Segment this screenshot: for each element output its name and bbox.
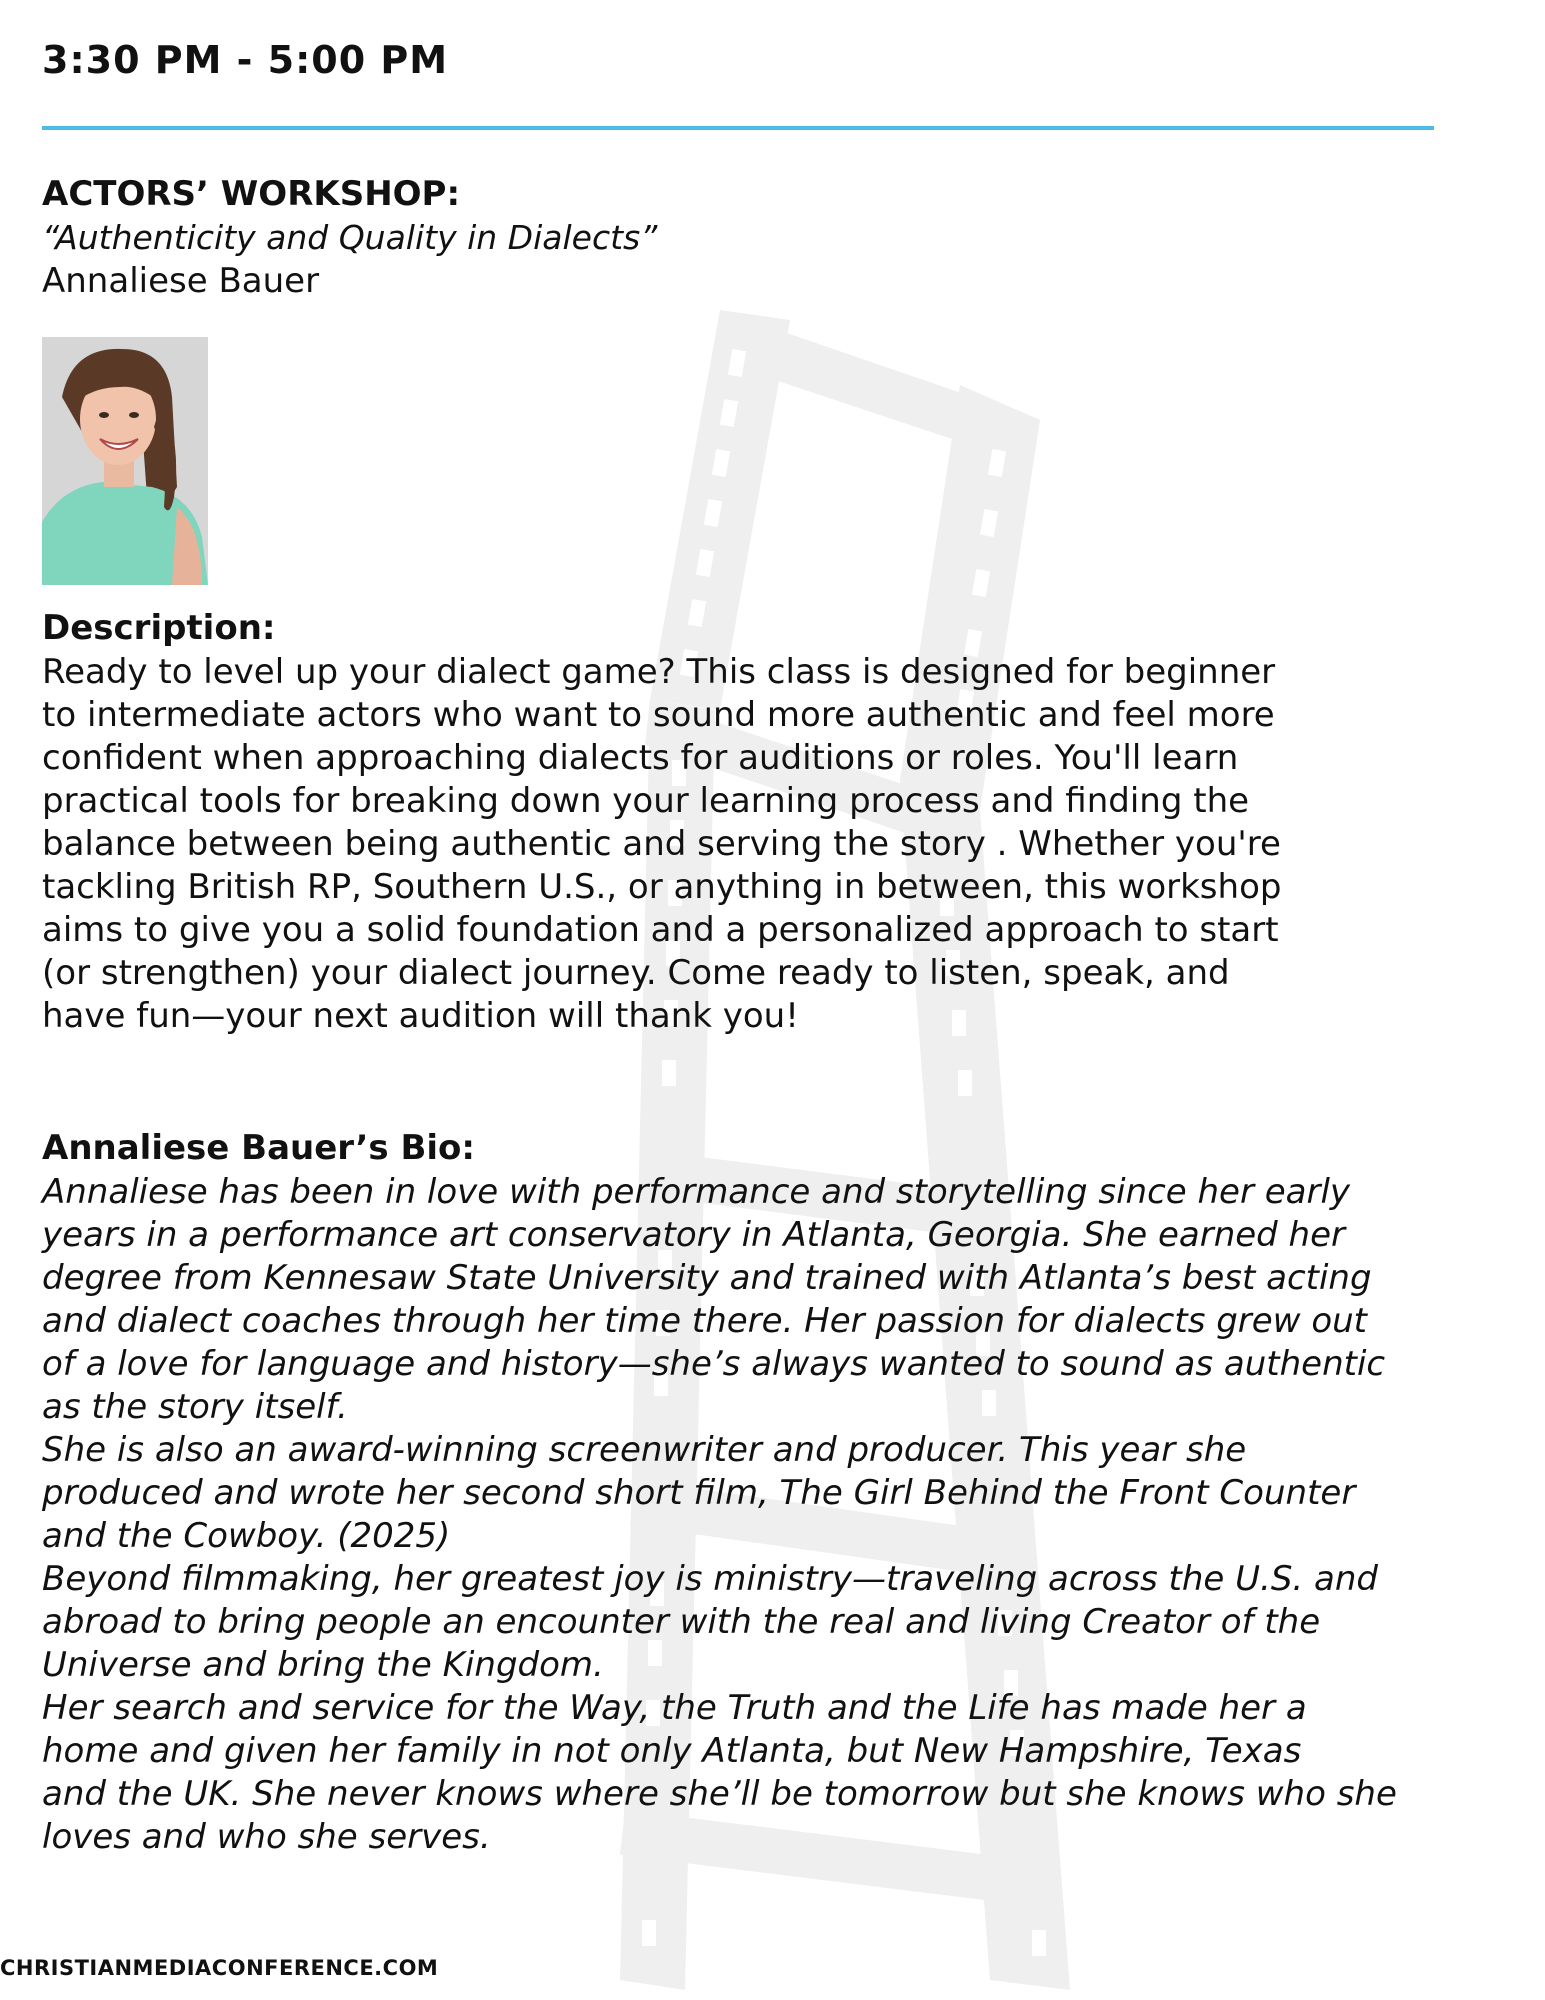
bio-line: Universe and bring the Kingdom. bbox=[42, 1645, 604, 1685]
description-line: (or strengthen) your dialect journey. Come ready to listen, speak, and bbox=[42, 953, 1230, 993]
bio-line: degree from Kennesaw State University and trained with Atlanta’s best acting bbox=[42, 1258, 1372, 1298]
workshop-heading: ACTORS’ WORKSHOP: bbox=[42, 174, 461, 214]
session-time: 3:30 PM - 5:00 PM bbox=[42, 38, 449, 82]
description-line: confident when approaching dialects for auditions or roles. You'll learn bbox=[42, 738, 1239, 778]
bio-line: as the story itself. bbox=[42, 1387, 348, 1427]
bio-line: home and given her family in not only Atlanta, but New Hampshire, Texas bbox=[42, 1731, 1302, 1771]
bio-line: Annaliese has been in love with performance and storytelling since her early bbox=[42, 1172, 1351, 1212]
bio-line: She is also an award-winning screenwriter and producer. This year she bbox=[42, 1430, 1247, 1470]
bio-line: Her search and service for the Way, the Truth and the Life has made her a bbox=[42, 1688, 1307, 1728]
bio-line: years in a performance art conservatory in Atlanta, Georgia. She earned her bbox=[42, 1215, 1345, 1255]
description-line: have fun—your next audition will thank you! bbox=[42, 996, 799, 1036]
description-line: to intermediate actors who want to sound more authentic and feel more bbox=[42, 695, 1275, 735]
bio-line: of a love for language and history—she’s always wanted to sound as authentic bbox=[42, 1344, 1386, 1384]
speaker-photo bbox=[42, 337, 208, 585]
bio-label: Annaliese Bauer’s Bio: bbox=[42, 1128, 476, 1168]
bio-line: loves and who she serves. bbox=[42, 1817, 491, 1857]
description-line: Ready to level up your dialect game? This class is designed for beginner bbox=[42, 652, 1276, 692]
bio-line: and the UK. She never knows where she’ll be tomorrow but she knows who she bbox=[42, 1774, 1397, 1814]
bio-line: abroad to bring people an encounter with the real and living Creator of the bbox=[42, 1602, 1321, 1642]
bio-line: Beyond filmmaking, her greatest joy is ministry—traveling across the U.S. and bbox=[42, 1559, 1379, 1599]
description-line: aims to give you a solid foundation and a personalized approach to start bbox=[42, 910, 1279, 950]
description-line: tackling British RP, Southern U.S., or anything in between, this workshop bbox=[42, 867, 1282, 907]
speaker-portrait-image bbox=[42, 337, 208, 585]
description-label: Description: bbox=[42, 608, 276, 648]
bio-line: and dialect coaches through her time there. Her passion for dialects grew out bbox=[42, 1301, 1368, 1341]
bio-line: produced and wrote her second short film, The Girl Behind the Front Counter bbox=[42, 1473, 1356, 1513]
footer-website: CHRISTIANMEDIACONFERENCE.COM bbox=[0, 1956, 439, 1980]
divider-line bbox=[42, 126, 1434, 130]
workshop-title: “Authenticity and Quality in Dialects” bbox=[42, 218, 658, 257]
description-line: balance between being authentic and serving the story . Whether you're bbox=[42, 824, 1281, 864]
bio-line: and the Cowboy. (2025) bbox=[42, 1516, 451, 1556]
description-line: practical tools for breaking down your learning process and finding the bbox=[42, 781, 1250, 821]
speaker-name: Annaliese Bauer bbox=[42, 261, 320, 301]
